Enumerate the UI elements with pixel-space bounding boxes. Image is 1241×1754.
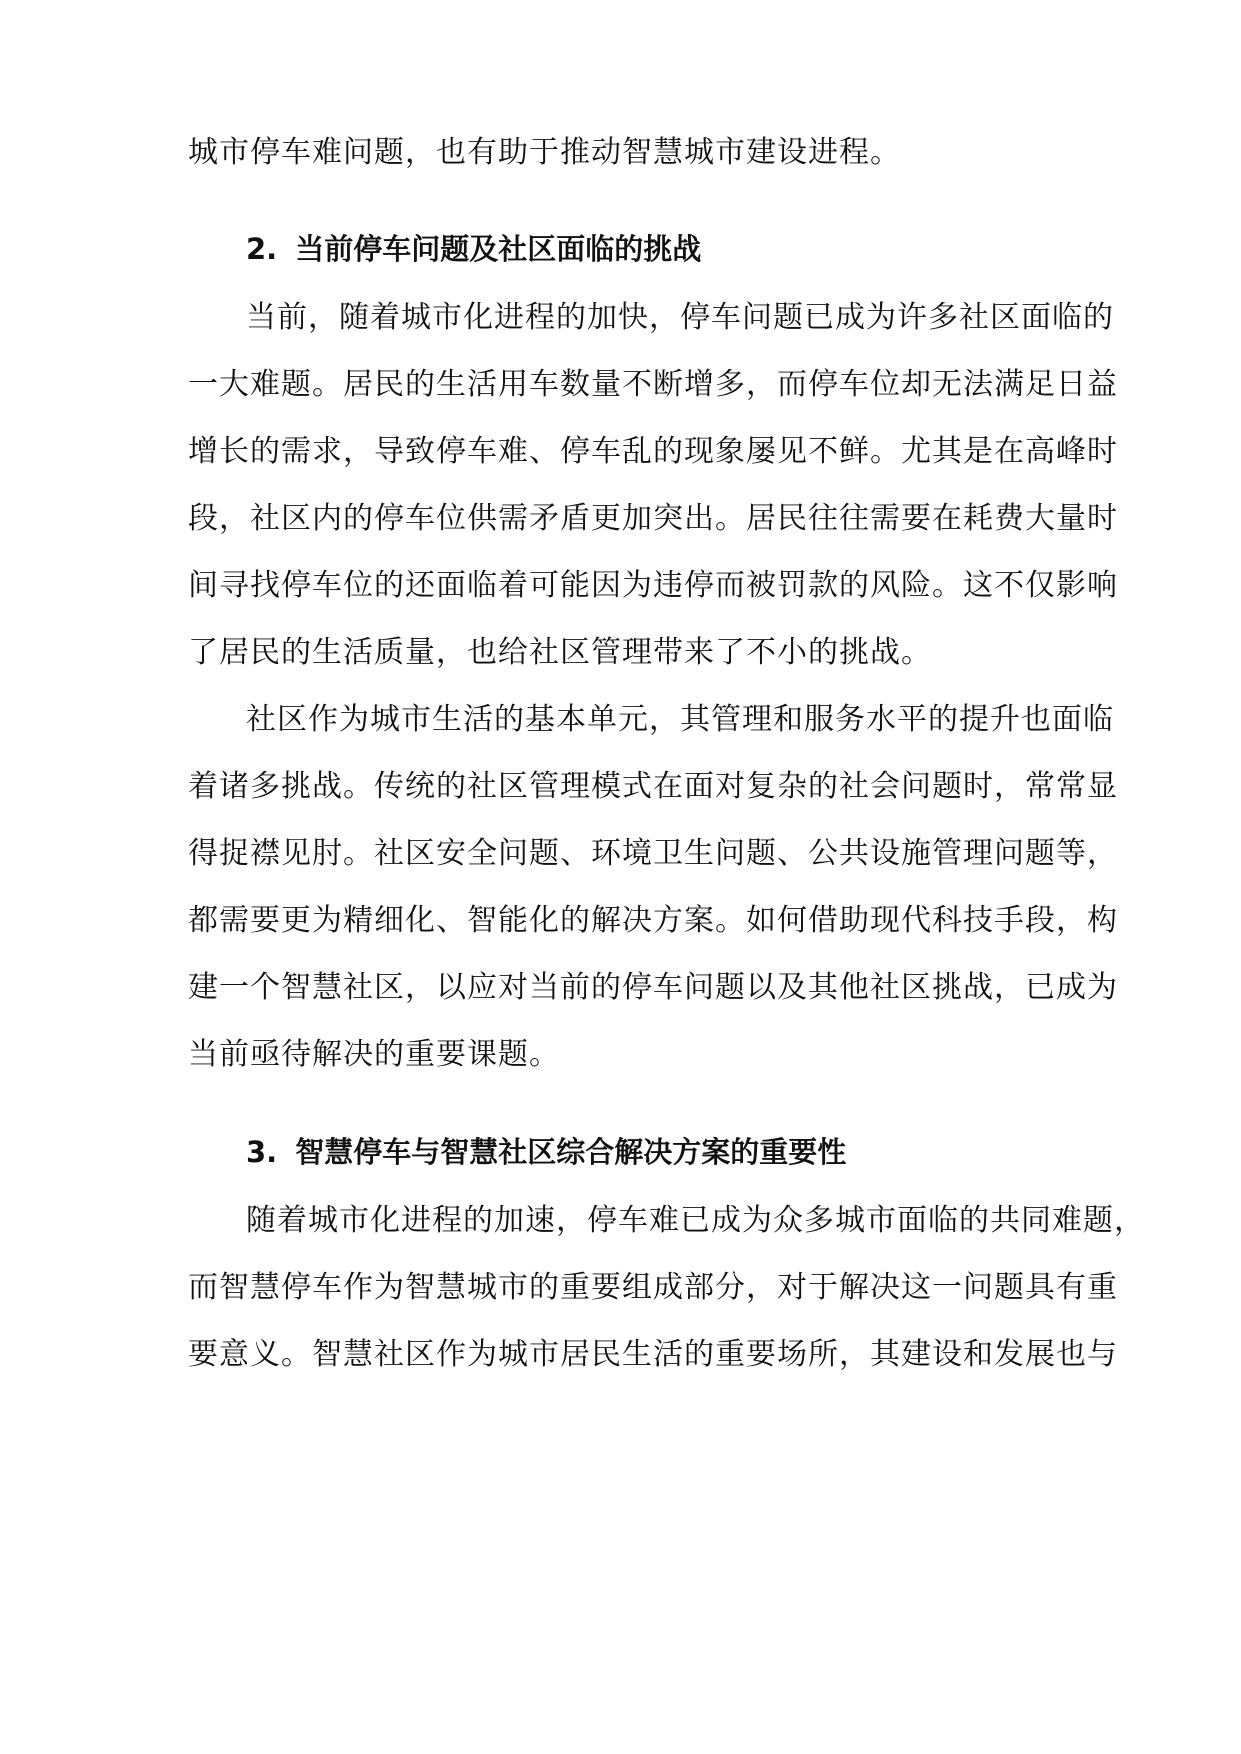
- paragraph-line: 间寻找停车位的还面临着可能因为违停而被罚款的风险。这不仅影响: [188, 568, 1118, 603]
- paragraph-line: 了居民的生活质量，也给社区管理带来了不小的挑战。: [188, 635, 932, 670]
- section-heading-2: [246, 229, 1068, 269]
- paragraph-line: 社区作为城市生活的基本单元，其管理和服务水平的提升也面临: [246, 702, 1114, 737]
- paragraph-line: 一大难题。居民的生活用车数量不断增多，而停车位却无法满足日益: [188, 367, 1118, 402]
- paragraph-line: 段，社区内的停车位供需矛盾更加突出。居民往往需要在耗费大量时: [188, 501, 1118, 536]
- paragraph-line: 都需要更为精细化、智能化的解决方案。如何借助现代科技手段，构: [188, 903, 1118, 938]
- paragraph-line: 城市停车难问题，也有助于推动智慧城市建设进程。: [188, 135, 901, 170]
- paragraph-line: 当前亟待解决的重要课题。: [188, 1037, 560, 1072]
- section-title: 智慧停车与智慧社区综合解决方案的重要性: [295, 1135, 847, 1169]
- section-title: 当前停车问题及社区面临的挑战: [295, 232, 702, 266]
- paragraph-line: 而智慧停车作为智慧城市的重要组成部分，对于解决这一问题具有重: [188, 1270, 1118, 1305]
- paragraph-line: 着诸多挑战。传统的社区管理模式在面对复杂的社会问题时，常常显: [188, 769, 1118, 804]
- paragraph-line: 随着城市化进程的加速，停车难已成为众多城市面临的共同难题，: [246, 1203, 1145, 1238]
- paragraph-line: 得捉襟见肘。社区安全问题、环境卫生问题、公共设施管理问题等，: [188, 836, 1118, 871]
- section-number: 3.: [246, 1135, 278, 1169]
- section-number: 2.: [246, 232, 278, 266]
- section-heading-3: [246, 1132, 1068, 1172]
- paragraph-line: 建一个智慧社区，以应对当前的停车问题以及其他社区挑战，已成为: [188, 970, 1118, 1005]
- paragraph-line: 增长的需求，导致停车难、停车乱的现象屡见不鲜。尤其是在高峰时: [188, 434, 1118, 469]
- paragraph-line: 当前，随着城市化进程的加快，停车问题已成为许多社区面临的: [246, 300, 1114, 335]
- paragraph-line: 要意义。智慧社区作为城市居民生活的重要场所，其建设和发展也与: [188, 1337, 1118, 1372]
